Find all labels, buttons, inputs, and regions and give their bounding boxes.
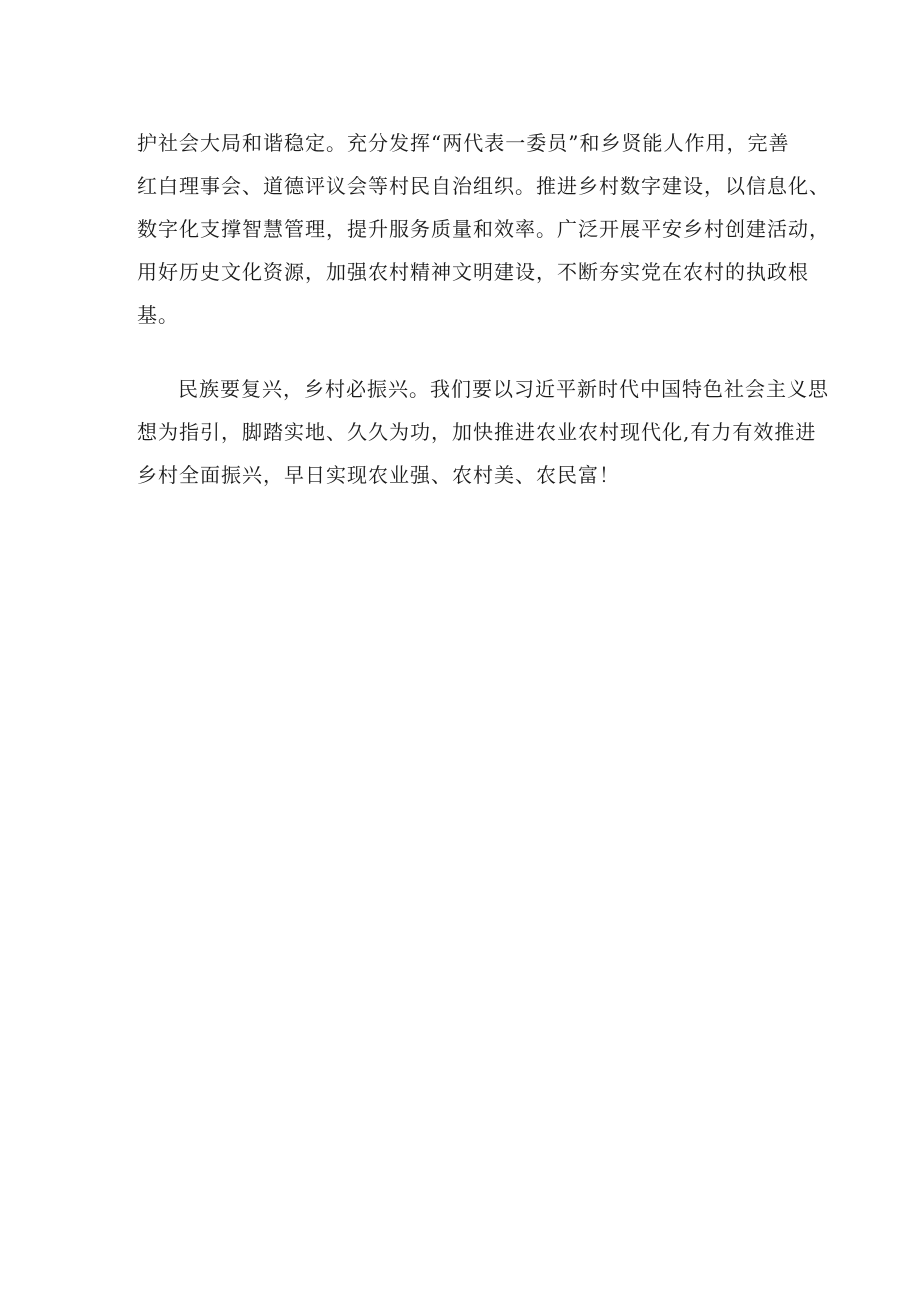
paragraph-spacer (137, 337, 790, 368)
text-line: 想为指引，脚踏实地、久久为功，加快推进农业农村现代化,有力有效推进 (137, 420, 817, 444)
text-line: 乡村全面振兴，早日实现农业强、农村美、农民富！ (137, 463, 620, 487)
paragraph-2 (137, 368, 829, 497)
text-line: 用好历史文化资源，加强农村精神文明建设，不断夯实党在农村的执政根 (137, 260, 809, 284)
paragraph-1 (137, 122, 830, 337)
text-line: 红白理事会、道德评议会等村民自治组织。推进乡村数字建设，以信息化、 (137, 174, 830, 198)
document-body (137, 122, 830, 497)
text-line: 基。 (137, 303, 179, 327)
text-line: 护社会大局和谐稳定。充分发挥“两代表一委员”和乡贤能人作用，完善 (137, 131, 790, 155)
text-line: 数字化支撑智慧管理，提升服务质量和效率。广泛开展平安乡村创建活动， (137, 217, 830, 241)
text-line: 民族要复兴，乡村必振兴。我们要以习近平新时代中国特色社会主义思 (178, 377, 829, 401)
